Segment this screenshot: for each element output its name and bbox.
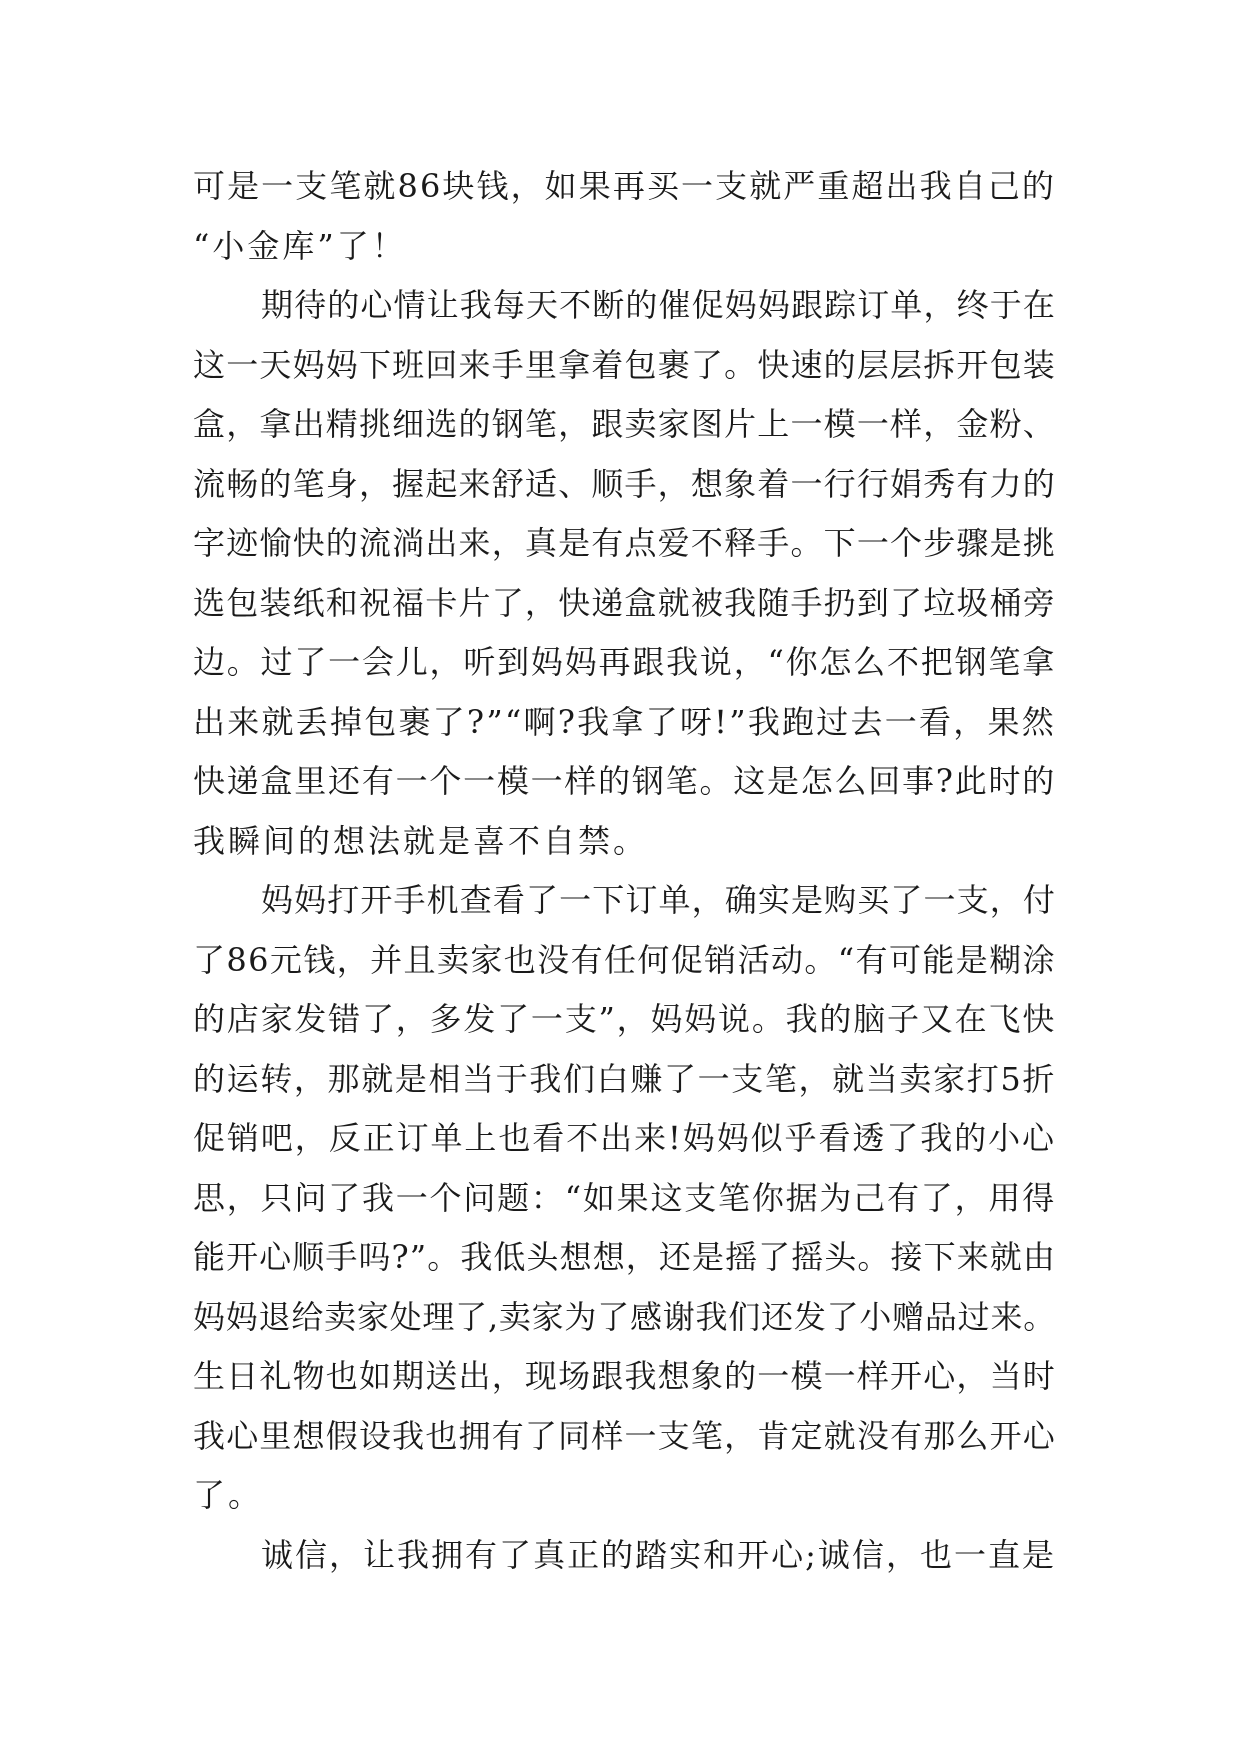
text-line: 可是一支笔就86块钱，如果再买一支就严重超出我自己的 [193, 167, 1056, 205]
text-line: 我瞬间的想法就是喜不自禁。 [193, 821, 649, 860]
text-line: 流畅的笔身，握起来舒适、顺手，想象着一行行娟秀有力的 [193, 464, 1056, 503]
document-body [193, 157, 1056, 1585]
text-line: 妈妈退给卖家处理了,卖家为了感谢我们还发了小赠品过来。 [193, 1297, 1056, 1336]
text-line: 快递盒里还有一个一模一样的钢笔。这是怎么回事?此时的 [193, 762, 1056, 800]
text-line: 盒，拿出精挑细选的钢笔，跟卖家图片上一模一样，金粉、 [193, 405, 1056, 443]
text-line: 了86元钱，并且卖家也没有任何促销活动。“有可能是糊涂 [193, 940, 1056, 979]
text-line: 生日礼物也如期送出，现场跟我想象的一模一样开心，当时 [193, 1357, 1056, 1395]
text-line: 了。 [193, 1476, 264, 1514]
text-line: 我心里想假设我也拥有了同样一支笔，肯定就没有那么开心 [193, 1416, 1056, 1455]
text-line: 促销吧，反正订单上也看不出来!妈妈似乎看透了我的小心 [193, 1119, 1056, 1157]
text-line: 边。过了一会儿，听到妈妈再跟我说，“你怎么不把钢笔拿 [193, 643, 1056, 681]
text-line: 妈妈打开手机查看了一下订单，确实是购买了一支，付 [261, 881, 1056, 919]
text-line: 诚信，让我拥有了真正的踏实和开心;诚信，也一直是 [261, 1535, 1056, 1574]
text-line: 出来就丢掉包裹了?”“啊?我拿了呀!”我跑过去一看，果然 [193, 702, 1056, 741]
text-line: 思，只问了我一个问题：“如果这支笔你据为己有了，用得 [193, 1178, 1056, 1217]
text-line: 的店家发错了，多发了一支”，妈妈说。我的脑子又在飞快 [193, 1000, 1056, 1038]
text-line: 字迹愉快的流淌出来，真是有点爱不释手。下一个步骤是挑 [193, 524, 1056, 562]
text-line: “小金库”了！ [193, 226, 407, 265]
text-line: 能开心顺手吗?”。我低头想想，还是摇了摇头。接下来就由 [193, 1238, 1056, 1276]
text-line: 这一天妈妈下班回来手里拿着包裹了。快速的层层拆开包装 [193, 345, 1056, 384]
text-line: 期待的心情让我每天不断的催促妈妈跟踪订单，终于在 [261, 286, 1056, 324]
text-line: 选包装纸和祝福卡片了，快递盒就被我随手扔到了垃圾桶旁 [193, 583, 1056, 622]
text-line: 的运转，那就是相当于我们白赚了一支笔，就当卖家打5折 [193, 1059, 1056, 1098]
